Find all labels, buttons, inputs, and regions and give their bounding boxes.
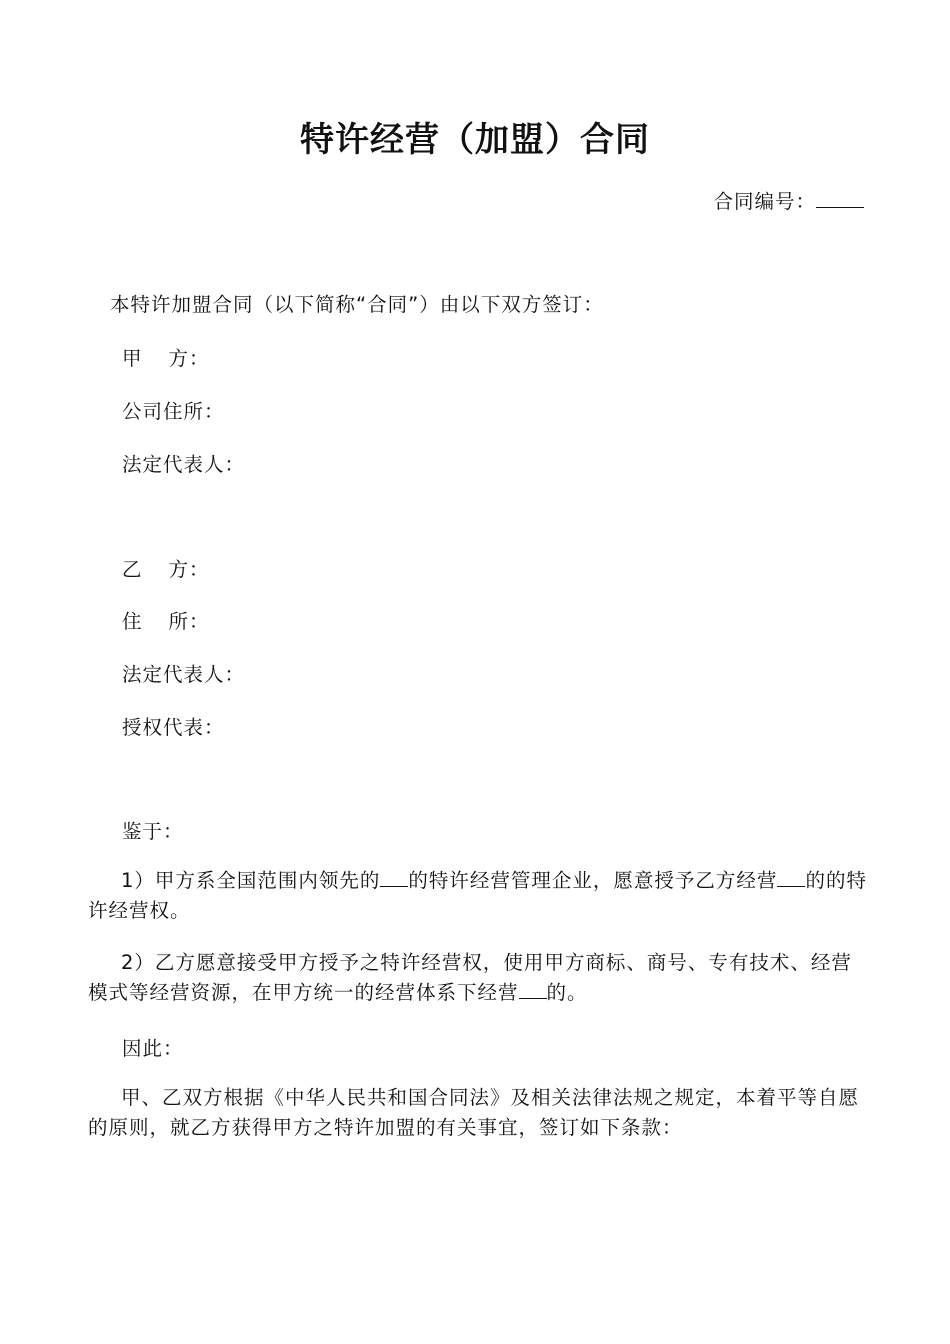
party-b-label: [122, 554, 210, 582]
contract-number-label: 合同编号：: [713, 190, 816, 213]
party-a-label-suffix: 方：: [168, 347, 210, 370]
party-a-address-label: 公司住所：: [122, 400, 225, 423]
clause-1-text-c: 的的特许经营权。: [88, 869, 867, 922]
clause-2-text-b: 的。: [546, 981, 588, 1004]
clause-2-blank: [519, 980, 547, 999]
party-b-label-char: 乙: [122, 558, 169, 581]
party-a-label-char: 甲: [122, 347, 169, 370]
party-a-label: [122, 343, 210, 371]
party-b-label-suffix: 方：: [168, 558, 210, 581]
party-b-representative-label: 法定代表人：: [122, 663, 246, 686]
therefore-label: 因此：: [122, 1037, 184, 1060]
party-b-address-suffix: 所：: [168, 610, 210, 633]
clause-2-text-a: 2）乙方愿意接受甲方授予之特许经营权，使用甲方商标、商号、专有技术、经营模式等经营资源，在甲方统一的经营体系下经营: [88, 951, 852, 1004]
intro-text: 本特许加盟合同（以下简称“合同”）由以下双方签订：: [110, 293, 604, 316]
party-a-representative-label: 法定代表人：: [122, 453, 246, 476]
clause-1-text-b: 的特许经营管理企业，愿意授予乙方经营: [408, 869, 778, 892]
contract-number-blank: [816, 189, 864, 208]
closing-paragraph: 甲、乙双方根据《中华人民共和国合同法》及相关法律法规之规定，本着平等自愿的原则，就乙方获得甲方之特许加盟的有关事宜，签订如下条款：: [88, 1086, 860, 1139]
whereas-clause-2: [88, 948, 868, 1008]
contract-number-line: [713, 186, 864, 214]
whereas-clause-1: [88, 866, 868, 926]
whereas-label: 鉴于：: [122, 820, 184, 843]
party-b-address-char: 住: [122, 610, 169, 633]
clause-1-blank-b: [777, 868, 805, 887]
party-b-authorized-label: 授权代表：: [122, 716, 225, 739]
clause-1-text-a: 1）甲方系全国范围内领先的: [121, 869, 381, 892]
document-title: 特许经营（加盟）合同: [300, 120, 650, 160]
clause-1-blank-a: [380, 868, 408, 887]
party-b-address-label: [122, 606, 210, 634]
